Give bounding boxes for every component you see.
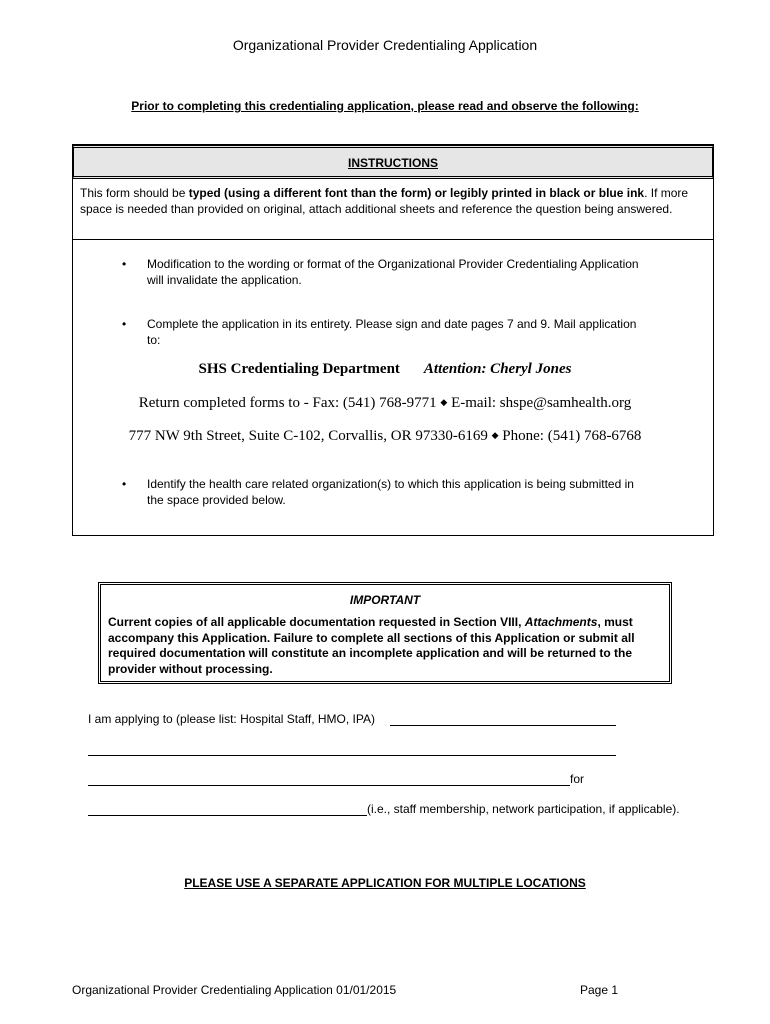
return-line — [0, 395, 770, 412]
phone-text: Phone: (541) 768-6768 — [502, 428, 642, 444]
return-email[interactable]: E-mail: shspe@samhealth.org — [451, 395, 632, 411]
important-suffix: , must accompany this Application. Failure to complete all sections of this Application or submit all required documentation will constitute an incomplete application and will be returned to the provider without processing. — [108, 615, 635, 676]
for-label: for — [570, 772, 585, 786]
important-box — [98, 582, 672, 684]
department-name: SHS Credentialing Department — [198, 361, 400, 377]
applying-field-line-4[interactable] — [88, 815, 367, 816]
intro-suffix: . If more space is needed than provided on original, attach additional sheets and reference the question being answered. — [80, 186, 689, 216]
footer-title: Organizational Provider Credentialing Application 01/01/2015 — [72, 983, 397, 997]
important-prefix: Current copies of all applicable documentation requested in Section VIII, — [108, 615, 525, 629]
address-line — [0, 428, 770, 445]
important-italic: Attachments — [524, 615, 598, 629]
bullet-icon: • — [122, 317, 127, 331]
bullet-text: Modification to the wording or format of the Organizational Provider Credentialing Application will invalidate the application. — [147, 257, 639, 287]
intro-bold: typed (using a different font than the form) or legibly printed in black or blue ink — [188, 186, 645, 200]
bullet-text: Complete the application in its entirety. Please sign and date pages 7 and 9. Mail application to: — [147, 317, 637, 347]
applying-field-line-3[interactable] — [88, 785, 570, 786]
separate-application-notice: PLEASE USE A SEPARATE APPLICATION FOR MULTIPLE LOCATIONS — [184, 876, 586, 890]
instructions-divider — [73, 239, 713, 240]
mailing-department — [0, 361, 770, 378]
instructions-box — [72, 144, 714, 536]
diamond-icon: ◆ — [440, 397, 448, 407]
instructions-intro — [80, 186, 705, 217]
ie-label: (i.e., staff membership, network participation, if applicable). — [367, 802, 680, 816]
instructions-heading-text: INSTRUCTIONS — [348, 156, 438, 170]
address-text: 777 NW 9th Street, Suite C-102, Corvallis, OR 97330-6169 — [128, 428, 488, 444]
attention-name: Attention: Cheryl Jones — [423, 361, 572, 377]
page-number: Page 1 — [580, 983, 619, 997]
intro-prefix: This form should be — [80, 186, 189, 200]
bullet-icon: • — [122, 477, 127, 491]
bullet-icon: • — [122, 257, 127, 271]
prior-notice: Prior to completing this credentialing application, please read and observe the following: — [131, 99, 639, 113]
applying-label: I am applying to (please list: Hospital Staff, HMO, IPA) — [88, 712, 376, 726]
important-text — [108, 615, 664, 677]
important-heading: IMPORTANT — [349, 593, 421, 607]
applying-field-line-2[interactable] — [88, 755, 616, 756]
page-title: Organizational Provider Credentialing Application — [232, 37, 538, 53]
applying-field-line-1[interactable] — [390, 725, 616, 726]
diamond-icon: ◆ — [491, 430, 499, 440]
bullet-text: Identify the health care related organization(s) to which this application is being submitted in the space provided below. — [147, 477, 634, 507]
return-fax: Return completed forms to - Fax: (541) 768-9771 — [138, 395, 437, 411]
instructions-heading — [73, 145, 713, 179]
